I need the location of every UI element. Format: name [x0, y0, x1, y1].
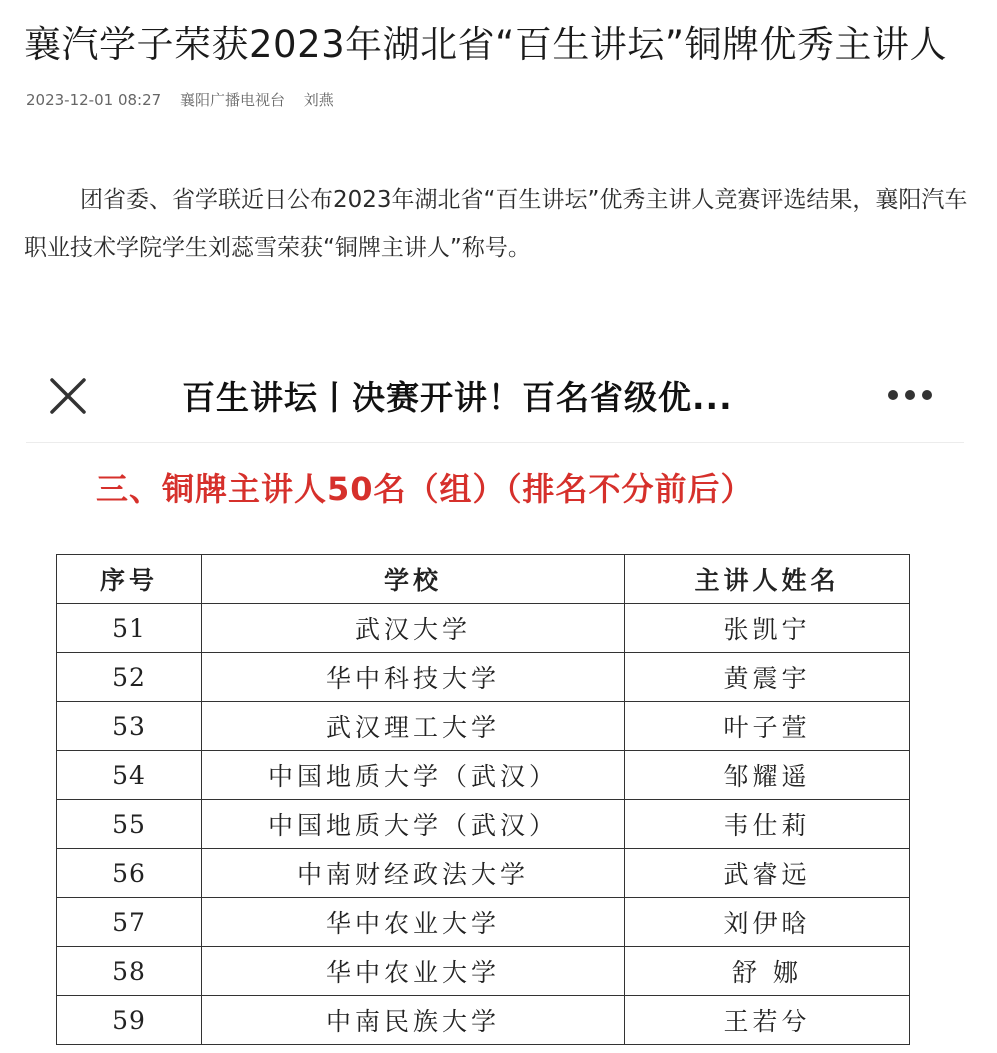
article-meta — [26, 89, 348, 110]
row-speaker: 刘伊晗 — [625, 898, 910, 947]
row-school: 武汉理工大学 — [202, 702, 625, 751]
source-link[interactable]: 襄阳广播电视台 — [179, 91, 285, 109]
row-speaker: 张凯宁 — [625, 604, 910, 653]
row-speaker: 叶子萱 — [625, 702, 910, 751]
row-number: 57 — [57, 898, 202, 947]
table-row — [57, 947, 910, 996]
row-speaker: 王若兮 — [625, 996, 910, 1045]
row-school: 中国地质大学（武汉） — [202, 751, 625, 800]
row-speaker: 黄震宇 — [625, 653, 910, 702]
row-speaker: 邹耀遥 — [625, 751, 910, 800]
row-number: 53 — [57, 702, 202, 751]
row-number: 59 — [57, 996, 202, 1045]
row-number: 51 — [57, 604, 202, 653]
publish-date: 2023-12-01 08:27 — [26, 91, 162, 109]
table-row — [57, 702, 910, 751]
table-row — [57, 898, 910, 947]
row-school: 华中农业大学 — [202, 947, 625, 996]
close-icon — [48, 376, 88, 416]
section-heading: 三、铜牌主讲人50名（组）（排名不分前后） — [96, 470, 754, 508]
row-number: 52 — [57, 653, 202, 702]
row-school: 中南民族大学 — [202, 996, 625, 1045]
row-school: 中国地质大学（武汉） — [202, 800, 625, 849]
row-school: 中南财经政法大学 — [202, 849, 625, 898]
table-header-row — [57, 555, 910, 604]
award-table — [56, 554, 910, 1045]
article-paragraph: 团省委、省学联近日公布2023年湖北省“百生讲坛”优秀主讲人竞赛评选结果，襄阳汽车职业技术学院学生刘蕊雪荣获“铜牌主讲人”称号。 — [24, 187, 968, 261]
row-number: 56 — [57, 849, 202, 898]
row-number: 55 — [57, 800, 202, 849]
row-school: 华中科技大学 — [202, 653, 625, 702]
row-school: 武汉大学 — [202, 604, 625, 653]
header-number: 序号 — [57, 555, 202, 604]
author-name: 刘燕 — [303, 91, 334, 109]
article-title: 襄汽学子荣获2023年湖北省“百生讲坛”铜牌优秀主讲人 — [24, 23, 947, 66]
embedded-screenshot-header — [26, 352, 964, 443]
table-row — [57, 751, 910, 800]
header-speaker: 主讲人姓名 — [625, 555, 910, 604]
row-speaker: 武睿远 — [625, 849, 910, 898]
table-row — [57, 653, 910, 702]
embedded-article-title: 百生讲坛丨决赛开讲！百名省级优... — [182, 378, 733, 417]
row-speaker: 舒 娜 — [625, 947, 910, 996]
table-row — [57, 996, 910, 1045]
row-number: 58 — [57, 947, 202, 996]
row-speaker: 韦仕莉 — [625, 800, 910, 849]
table-row — [57, 849, 910, 898]
table-row — [57, 604, 910, 653]
header-school: 学校 — [202, 555, 625, 604]
row-school: 华中农业大学 — [202, 898, 625, 947]
more-dots-icon — [886, 388, 934, 402]
row-number: 54 — [57, 751, 202, 800]
table-row — [57, 800, 910, 849]
